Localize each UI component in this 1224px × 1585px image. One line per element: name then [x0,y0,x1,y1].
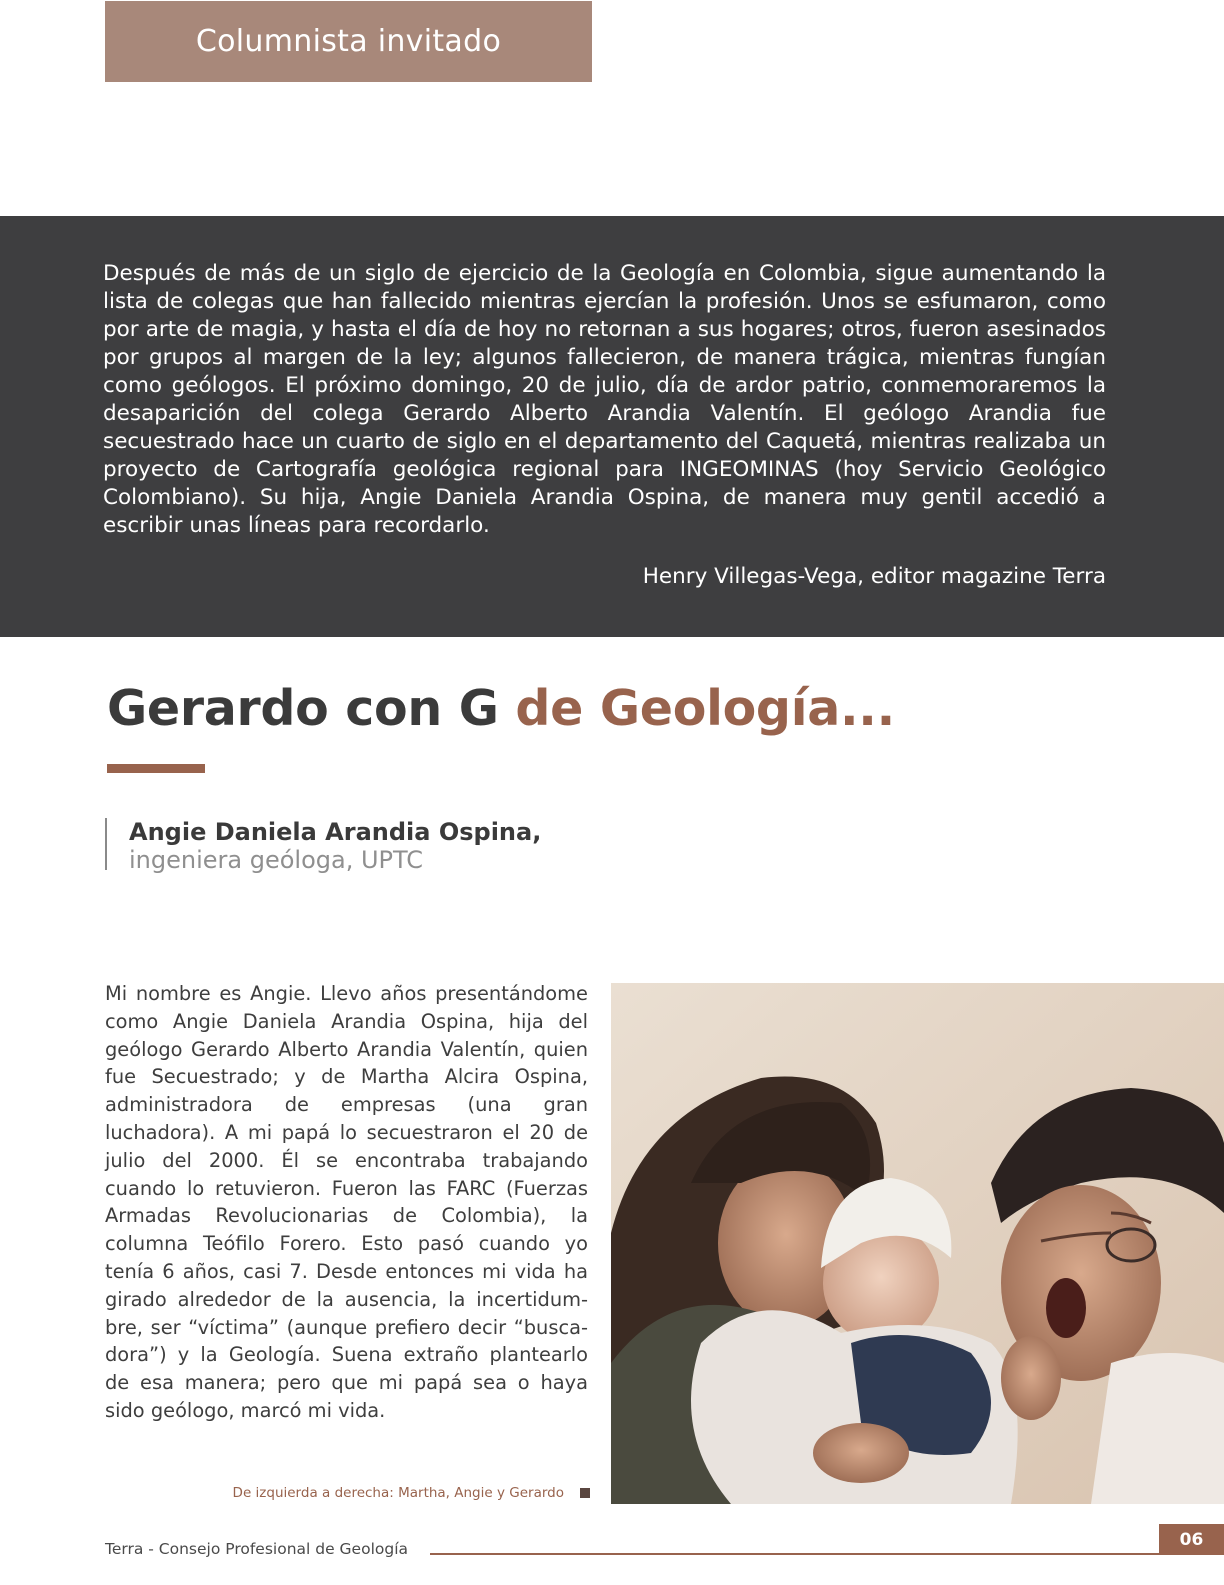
author-role: ingeniera geóloga, UPTC [129,846,424,874]
intro-box [0,216,1224,637]
article-title-part1: Gerardo con G [107,680,516,737]
caption-bullet-icon [580,1488,590,1498]
article-title [107,680,895,737]
intro-paragraph: Después de más de un siglo de ejercicio de la Geología en Colombia, sigue aumentando la lista de colegas que han fallecido mientras ejercían la profesión. Unos se esfumaron, como por arte de magia, y hasta el día de hoy no retornan a sus hogares; otros, fueron asesinados por grupos al margen de la ley; algunos fallecieron, de manera trágica, mientras fungían como geólogos. El próximo domingo, 20 de julio, día de ardor patrio, conmemoraremos la desaparición del colega Gerardo Alberto Arandia Valentín. El geólogo Arandia fue secuestrado hace un cuarto de siglo en el departamento del Caquetá, mientras realizaba un proyecto de Cartografía geológica regional para INGEOMINAS (hoy Servicio Geológico Colombiano). Su hija, Angie Daniela Arandia Ospina, de manera muy gentil accedió a escribir unas líneas para recordarlo. [103,261,1106,538]
footer-rule [430,1553,1187,1555]
author-name: Angie Daniela Arandia Ospina, [129,818,542,846]
intro-signature: Henry Villegas-Vega, editor magazine Terra [642,564,1106,589]
family-photo [611,983,1224,1504]
page-number: 06 [1159,1524,1224,1555]
photo-caption [170,1485,590,1501]
title-underline [107,764,205,773]
article-title-part2: de Geología... [515,680,895,737]
footer-publication: Terra - Consejo Profesional de Geología [105,1540,409,1558]
section-tag: Columnista invitado [105,1,592,82]
photo-caption-text: De izquierda a derecha: Martha, Angie y Gerardo [232,1485,564,1501]
article-body: Mi nombre es Angie. Llevo años presentándome como Angie Daniela Arandia Ospina, hija del geólogo Gerardo Alberto Arandia Valentín, quien fue Secuestrado; y de Martha Alcira Ospina, administradora de empresas (una gran luchadora). A mi papá lo secuestraron el 20 de julio del 2000. Él se encontraba trabajando cuando lo retuvieron. Fueron las FARC (Fuerzas Armadas Revolucionarias de Colombia), la columna Teófilo Forero. Esto pasó cuando yo tenía 6 años, casi 7. Desde entonces mi vida ha girado alrededor de la ausencia, la incertidumbre, ser “víctima” (aunque prefiero decir “buscadora”) y la Geología. Suena extraño plantearlo de esa manera; pero que mi papá sea o haya sido geólogo, marcó mi vida. [105,982,588,1422]
byline [105,818,542,874]
